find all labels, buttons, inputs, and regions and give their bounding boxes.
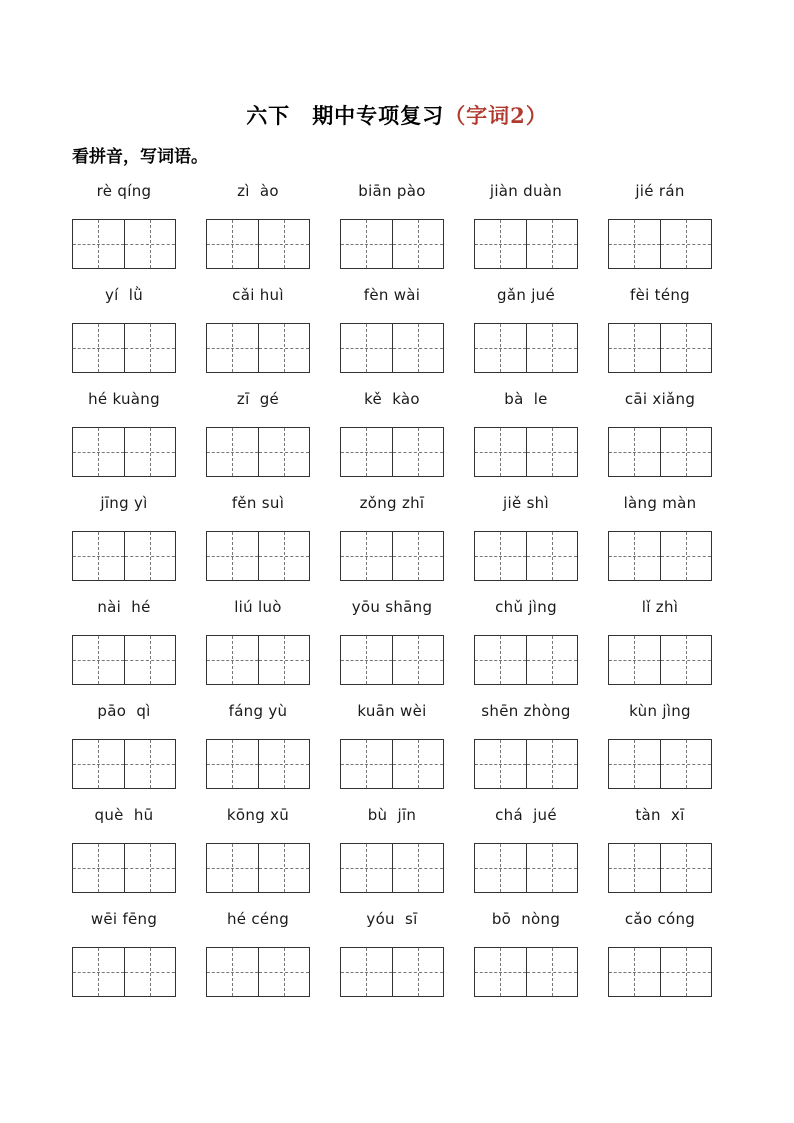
writing-boxes	[474, 635, 578, 685]
writing-boxes	[474, 427, 578, 477]
writing-boxes	[608, 219, 712, 269]
pinyin-label: gǎn jué	[497, 286, 555, 304]
word-item	[72, 698, 176, 786]
word-item	[206, 490, 310, 578]
tian-grid-box[interactable]	[124, 220, 176, 268]
writing-boxes	[72, 635, 176, 685]
pinyin-label: jiàn duàn	[489, 182, 563, 200]
word-item	[72, 594, 176, 682]
tian-grid-box[interactable]	[392, 428, 444, 476]
pinyin-label: fèn wài	[363, 286, 421, 304]
writing-boxes	[340, 635, 444, 685]
pinyin-label: kě kào	[364, 390, 420, 408]
pinyin-label: jié rán	[635, 182, 685, 200]
tian-grid-box[interactable]	[660, 740, 712, 788]
tian-grid-box[interactable]	[207, 220, 258, 268]
writing-boxes	[608, 843, 712, 893]
writing-boxes	[340, 531, 444, 581]
page-title	[0, 100, 794, 130]
pinyin-label: zī gé	[236, 390, 280, 408]
tian-grid-box[interactable]	[73, 948, 124, 996]
writing-boxes	[206, 947, 310, 997]
tian-grid-box[interactable]	[258, 220, 310, 268]
tian-grid-box[interactable]	[341, 220, 392, 268]
pinyin-label: cǎo cóng	[624, 910, 696, 928]
pinyin-label: bù jīn	[367, 806, 417, 824]
tian-grid-box[interactable]	[207, 532, 258, 580]
instruction-text: 看拼音，写词语。	[72, 147, 208, 167]
word-item	[206, 178, 310, 266]
pinyin-label: jīng yì	[100, 494, 148, 512]
writing-boxes	[206, 427, 310, 477]
title-sub: （字词2）	[444, 103, 548, 128]
tian-grid-box[interactable]	[392, 324, 444, 372]
tian-grid-box[interactable]	[341, 532, 392, 580]
word-item	[608, 386, 712, 474]
pinyin-label: fěn suì	[231, 494, 285, 512]
pinyin-label: zì ào	[237, 182, 279, 200]
pinyin-label: cǎi huì	[232, 286, 284, 304]
pinyin-label: nài hé	[97, 598, 151, 616]
exercise-grid	[72, 178, 712, 994]
tian-grid-box[interactable]	[73, 324, 124, 372]
tian-grid-box[interactable]	[124, 428, 176, 476]
tian-grid-box[interactable]	[73, 740, 124, 788]
title-main: 期中专项复习	[312, 103, 445, 128]
writing-boxes	[474, 739, 578, 789]
writing-boxes	[72, 947, 176, 997]
pinyin-label: què hū	[94, 806, 154, 824]
word-item	[206, 906, 310, 994]
tian-grid-box[interactable]	[258, 428, 310, 476]
writing-boxes	[474, 843, 578, 893]
pinyin-label: tàn xī	[635, 806, 685, 824]
tian-grid-box[interactable]	[392, 740, 444, 788]
tian-grid-box[interactable]	[258, 948, 310, 996]
writing-boxes	[474, 323, 578, 373]
writing-boxes	[474, 219, 578, 269]
tian-grid-box[interactable]	[341, 324, 392, 372]
word-item	[474, 802, 578, 890]
tian-grid-box[interactable]	[73, 532, 124, 580]
writing-boxes	[474, 947, 578, 997]
pinyin-label: kuān wèi	[357, 702, 427, 720]
tian-grid-box[interactable]	[475, 740, 526, 788]
tian-grid-box[interactable]	[609, 844, 660, 892]
pinyin-label: liú luò	[234, 598, 282, 616]
writing-boxes	[72, 427, 176, 477]
word-item	[340, 802, 444, 890]
pinyin-label: yóu sī	[366, 910, 418, 928]
word-item	[608, 282, 712, 370]
pinyin-label: bō nòng	[491, 910, 561, 928]
word-item	[72, 490, 176, 578]
writing-boxes	[206, 635, 310, 685]
writing-boxes	[608, 635, 712, 685]
tian-grid-box[interactable]	[341, 428, 392, 476]
tian-grid-box[interactable]	[609, 428, 660, 476]
tian-grid-box[interactable]	[660, 948, 712, 996]
writing-boxes	[72, 739, 176, 789]
tian-grid-box[interactable]	[124, 740, 176, 788]
tian-grid-box[interactable]	[258, 636, 310, 684]
pinyin-label: yí lǜ	[104, 286, 144, 304]
writing-boxes	[72, 843, 176, 893]
word-item	[72, 386, 176, 474]
word-item	[340, 386, 444, 474]
tian-grid-box[interactable]	[475, 324, 526, 372]
tian-grid-box[interactable]	[660, 636, 712, 684]
tian-grid-box[interactable]	[475, 220, 526, 268]
tian-grid-box[interactable]	[258, 532, 310, 580]
tian-grid-box[interactable]	[207, 740, 258, 788]
writing-boxes	[206, 323, 310, 373]
word-item	[608, 906, 712, 994]
pinyin-label: zǒng zhī	[359, 494, 425, 512]
word-item	[608, 802, 712, 890]
writing-boxes	[72, 531, 176, 581]
tian-grid-box[interactable]	[207, 636, 258, 684]
tian-grid-box[interactable]	[392, 636, 444, 684]
pinyin-label: chá jué	[495, 806, 557, 824]
pinyin-label: bà le	[504, 390, 548, 408]
pinyin-label: fáng yù	[228, 702, 288, 720]
tian-grid-box[interactable]	[124, 844, 176, 892]
tian-grid-box[interactable]	[475, 532, 526, 580]
tian-grid-box[interactable]	[258, 740, 310, 788]
tian-grid-box[interactable]	[392, 220, 444, 268]
writing-boxes	[206, 843, 310, 893]
tian-grid-box[interactable]	[526, 532, 578, 580]
tian-grid-box[interactable]	[73, 636, 124, 684]
tian-grid-box[interactable]	[526, 740, 578, 788]
tian-grid-box[interactable]	[392, 844, 444, 892]
word-item	[608, 178, 712, 266]
pinyin-label: cāi xiǎng	[624, 390, 696, 408]
pinyin-label: kōng xū	[226, 806, 290, 824]
writing-boxes	[608, 947, 712, 997]
word-item	[474, 282, 578, 370]
tian-grid-box[interactable]	[73, 220, 124, 268]
word-item	[608, 594, 712, 682]
tian-grid-box[interactable]	[392, 948, 444, 996]
tian-grid-box[interactable]	[475, 636, 526, 684]
tian-grid-box[interactable]	[526, 428, 578, 476]
writing-boxes	[340, 219, 444, 269]
pinyin-label: yōu shāng	[351, 598, 433, 616]
word-item	[474, 906, 578, 994]
pinyin-label: shēn zhòng	[481, 702, 571, 720]
word-item	[340, 490, 444, 578]
writing-boxes	[474, 531, 578, 581]
tian-grid-box[interactable]	[341, 740, 392, 788]
word-item	[474, 178, 578, 266]
word-item	[340, 698, 444, 786]
writing-boxes	[340, 739, 444, 789]
pinyin-label: wēi fēng	[90, 910, 158, 928]
tian-grid-box[interactable]	[475, 428, 526, 476]
tian-grid-box[interactable]	[392, 532, 444, 580]
writing-boxes	[608, 531, 712, 581]
writing-boxes	[340, 427, 444, 477]
title-grade: 六下	[246, 103, 291, 128]
tian-grid-box[interactable]	[207, 324, 258, 372]
tian-grid-box[interactable]	[207, 948, 258, 996]
tian-grid-box[interactable]	[526, 324, 578, 372]
word-item	[474, 698, 578, 786]
tian-grid-box[interactable]	[124, 532, 176, 580]
word-item	[72, 178, 176, 266]
tian-grid-box[interactable]	[609, 636, 660, 684]
word-item	[608, 698, 712, 786]
tian-grid-box[interactable]	[258, 844, 310, 892]
word-item	[608, 490, 712, 578]
word-item	[72, 906, 176, 994]
pinyin-label: jiě shì	[503, 494, 549, 512]
word-item	[72, 802, 176, 890]
tian-grid-box[interactable]	[609, 324, 660, 372]
tian-grid-box[interactable]	[609, 740, 660, 788]
word-item	[474, 386, 578, 474]
word-item	[206, 698, 310, 786]
pinyin-label: pāo qì	[97, 702, 151, 720]
tian-grid-box[interactable]	[475, 844, 526, 892]
tian-grid-box[interactable]	[526, 844, 578, 892]
writing-boxes	[608, 739, 712, 789]
pinyin-label: kùn jìng	[629, 702, 691, 720]
pinyin-label: fèi téng	[630, 286, 690, 304]
writing-boxes	[608, 427, 712, 477]
writing-boxes	[608, 323, 712, 373]
pinyin-label: làng màn	[623, 494, 697, 512]
tian-grid-box[interactable]	[124, 636, 176, 684]
writing-boxes	[72, 323, 176, 373]
word-item	[72, 282, 176, 370]
word-item	[206, 802, 310, 890]
tian-grid-box[interactable]	[660, 428, 712, 476]
pinyin-label: rè qíng	[96, 182, 152, 200]
tian-grid-box[interactable]	[258, 324, 310, 372]
pinyin-label: hé céng	[226, 910, 290, 928]
tian-grid-box[interactable]	[73, 844, 124, 892]
tian-grid-box[interactable]	[660, 220, 712, 268]
word-item	[206, 594, 310, 682]
pinyin-label: lǐ zhì	[641, 598, 679, 616]
pinyin-label: hé kuàng	[88, 390, 160, 408]
writing-boxes	[206, 531, 310, 581]
word-item	[340, 282, 444, 370]
word-item	[340, 178, 444, 266]
word-item	[206, 282, 310, 370]
tian-grid-box[interactable]	[475, 948, 526, 996]
tian-grid-box[interactable]	[526, 636, 578, 684]
tian-grid-box[interactable]	[660, 844, 712, 892]
tian-grid-box[interactable]	[609, 532, 660, 580]
tian-grid-box[interactable]	[341, 948, 392, 996]
tian-grid-box[interactable]	[73, 428, 124, 476]
tian-grid-box[interactable]	[207, 844, 258, 892]
pinyin-label: biān pào	[358, 182, 426, 200]
pinyin-label: chǔ jìng	[495, 598, 557, 616]
writing-boxes	[340, 323, 444, 373]
word-item	[474, 594, 578, 682]
writing-boxes	[340, 947, 444, 997]
word-item	[340, 594, 444, 682]
writing-boxes	[72, 219, 176, 269]
tian-grid-box[interactable]	[526, 948, 578, 996]
tian-grid-box[interactable]	[660, 532, 712, 580]
tian-grid-box[interactable]	[207, 428, 258, 476]
tian-grid-box[interactable]	[526, 220, 578, 268]
tian-grid-box[interactable]	[660, 324, 712, 372]
writing-boxes	[340, 843, 444, 893]
tian-grid-box[interactable]	[341, 636, 392, 684]
tian-grid-box[interactable]	[124, 948, 176, 996]
writing-boxes	[206, 219, 310, 269]
writing-boxes	[206, 739, 310, 789]
tian-grid-box[interactable]	[124, 324, 176, 372]
tian-grid-box[interactable]	[609, 220, 660, 268]
word-item	[206, 386, 310, 474]
word-item	[340, 906, 444, 994]
tian-grid-box[interactable]	[609, 948, 660, 996]
word-item	[474, 490, 578, 578]
tian-grid-box[interactable]	[341, 844, 392, 892]
